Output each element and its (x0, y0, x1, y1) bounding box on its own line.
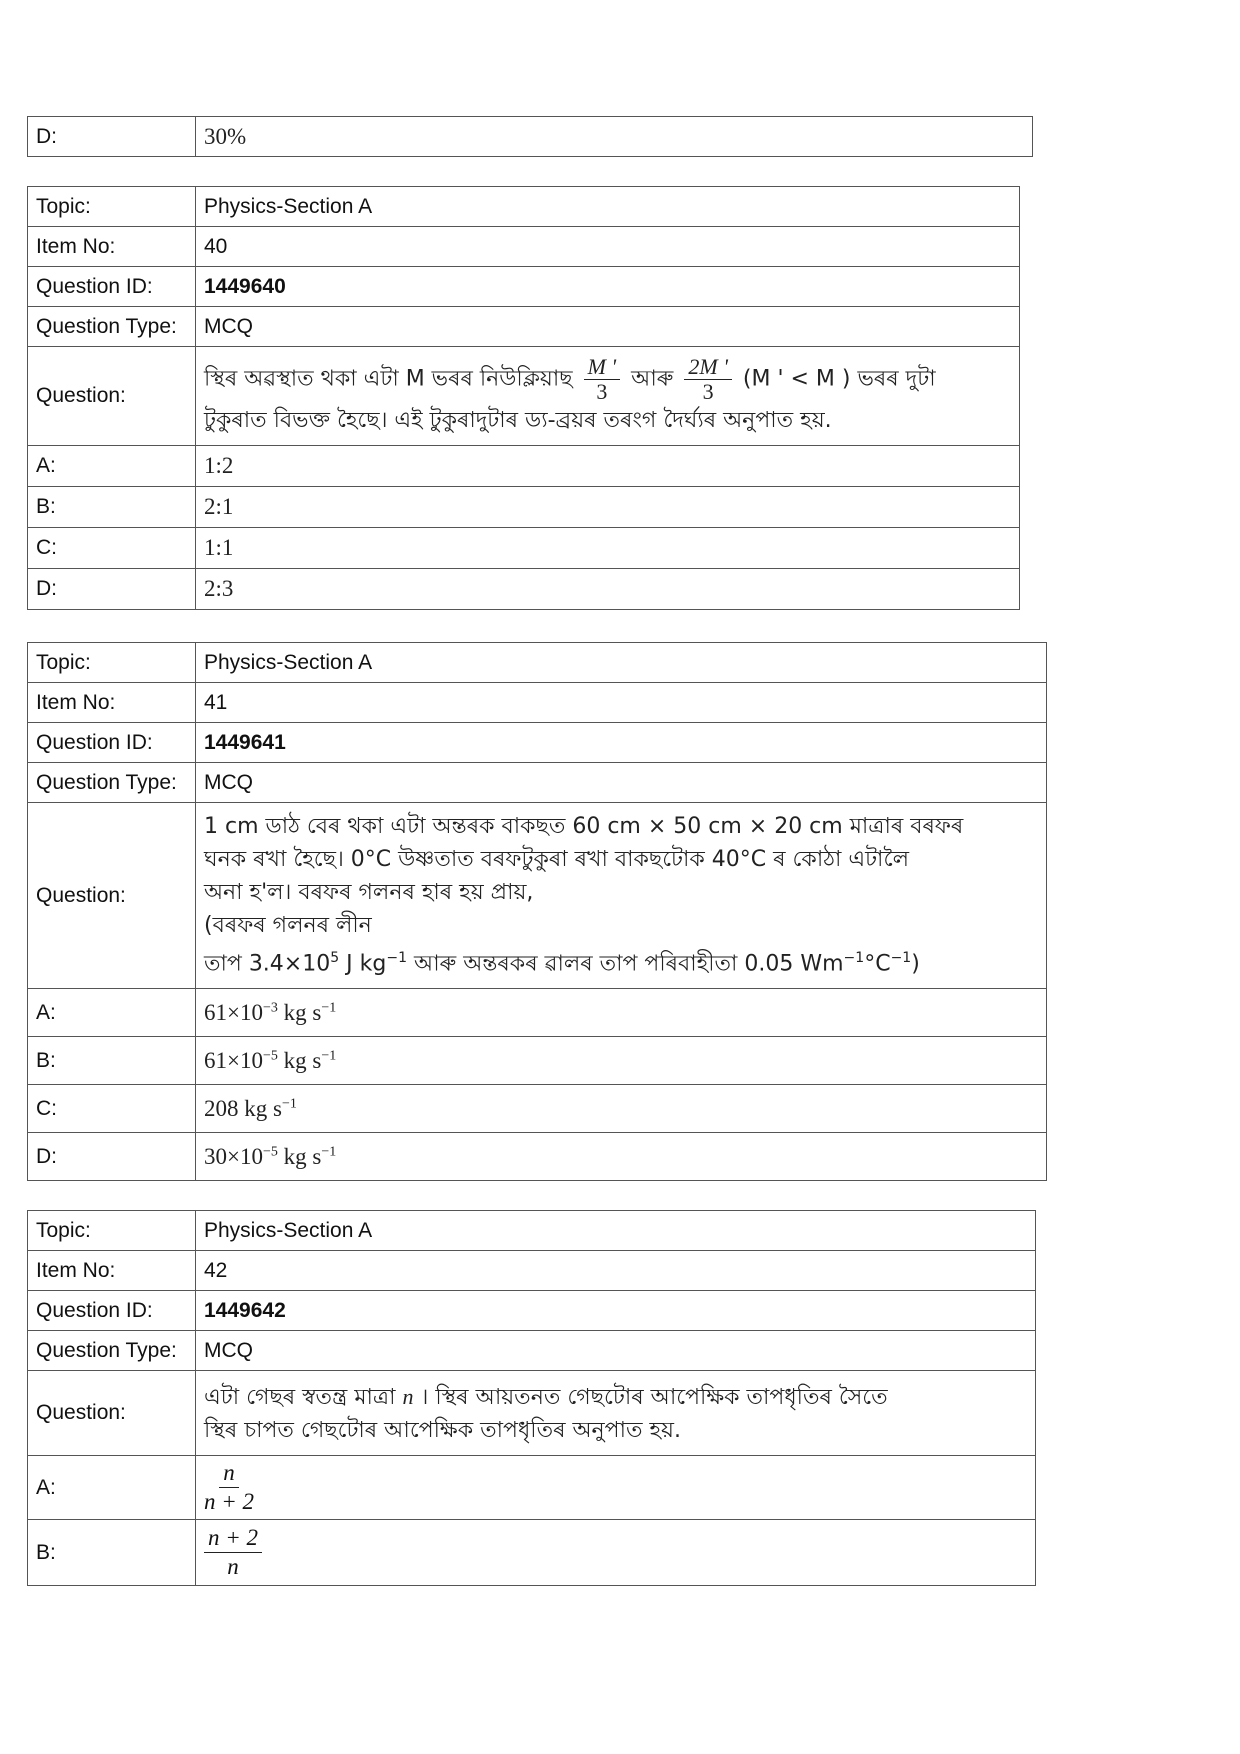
question-text-part: এটা গেছৰ স্বতন্ত্ৰ মাত্ৰা (204, 1384, 396, 1410)
question-text-part: (M ' < M ) ভৰৰ দুটা (742, 366, 936, 392)
question-text-line (204, 1380, 1027, 1414)
topic-value: Physics-Section A (196, 643, 1047, 683)
question-text-line: টুকুৰাত বিভক্ত হৈছে। এই টুকুৰাদুটাৰ ড্য-ব্ৰয়ৰ তৰংগ দৈৰ্ঘ্যৰ অনুপাত হয়. (204, 408, 832, 433)
question-label: Question: (28, 803, 196, 989)
option-label-a: A: (28, 989, 196, 1037)
variable-n: n (402, 1383, 414, 1409)
question-label: Question: (28, 1371, 196, 1456)
fraction-m-over-3 (584, 355, 621, 404)
option-value-c (196, 1085, 1047, 1133)
option-value-d: 2:3 (196, 569, 1020, 610)
prev-question-tail (27, 116, 1033, 157)
question-type-value: MCQ (196, 1331, 1036, 1371)
item-no-label: Item No: (28, 683, 196, 723)
question-id-value: 1449640 (196, 267, 1020, 307)
fraction-option-a (204, 1459, 254, 1516)
option-label-a: A: (28, 446, 196, 487)
item-no-value: 42 (196, 1251, 1036, 1291)
superscript: −1 (843, 950, 865, 967)
option-base: 30×10 (204, 1143, 263, 1169)
option-label-c: C: (28, 528, 196, 569)
question-type-label: Question Type: (28, 307, 196, 347)
option-base: 208 (204, 1095, 239, 1121)
option-value-a (196, 1456, 1036, 1520)
superscript: −1 (321, 1047, 337, 1063)
question-id-value: 1449641 (196, 723, 1047, 763)
superscript: −1 (321, 999, 337, 1015)
option-label-d: D: (28, 117, 196, 157)
question-text-part: স্থিৰ অৱস্থাত থকা এটা M ভৰৰ নিউক্লিয়াছ (204, 366, 573, 392)
superscript: −1 (321, 1143, 337, 1159)
question-text (196, 1371, 1036, 1456)
superscript: −3 (262, 999, 278, 1015)
question-text-part: । স্থিৰ আয়তনত গেছটোৰ আপেক্ষিক তাপধৃতিৰ সৈতে (420, 1384, 888, 1410)
question-type-label: Question Type: (28, 763, 196, 803)
superscript: −5 (262, 1047, 278, 1063)
question-table-41 (27, 642, 1047, 1181)
fraction-numerator: n + 2 (204, 1524, 262, 1553)
option-label-d: D: (28, 1133, 196, 1181)
question-type-label: Question Type: (28, 1331, 196, 1371)
question-text-line: অনা হ'ল। বৰফৰ গলনৰ হাৰ হয় প্ৰায়, (204, 880, 534, 906)
question-text-part: J kg (339, 951, 387, 977)
question-text-part: আৰু (631, 366, 674, 392)
option-label-d: D: (28, 569, 196, 610)
option-value-d (196, 1133, 1047, 1181)
fraction-numerator: n (219, 1459, 239, 1488)
question-text-part: আৰু অন্তৰকৰ ৱালৰ তাপ পৰিবাহীতা 0.05 Wm (406, 951, 844, 977)
fraction-denominator: 3 (596, 379, 608, 404)
fraction-denominator: n + 2 (204, 1489, 255, 1514)
fraction-numerator: 2M ' (684, 355, 732, 380)
option-label-b: B: (28, 1037, 196, 1085)
topic-value: Physics-Section A (196, 187, 1020, 227)
fraction-denominator: n (227, 1554, 239, 1579)
topic-label: Topic: (28, 187, 196, 227)
topic-label: Topic: (28, 1211, 196, 1251)
question-id-label: Question ID: (28, 723, 196, 763)
option-label-b: B: (28, 1520, 196, 1586)
fraction-denominator: 3 (702, 379, 714, 404)
option-label-b: B: (28, 487, 196, 528)
option-value-c: 1:1 (196, 528, 1020, 569)
option-value-a (196, 989, 1047, 1037)
question-type-value: MCQ (196, 307, 1020, 347)
question-text (196, 347, 1020, 446)
option-value-d: 30% (196, 117, 1033, 157)
option-unit: kg s (277, 999, 322, 1025)
item-no-label: Item No: (28, 227, 196, 267)
option-value-b (196, 1037, 1047, 1085)
superscript: −1 (386, 950, 407, 967)
option-unit: kg s (277, 1047, 322, 1073)
topic-value: Physics-Section A (196, 1211, 1036, 1251)
option-value-b: 2:1 (196, 487, 1020, 528)
question-table-40 (27, 186, 1020, 610)
question-text-line: 1 cm ডাঠ বেৰ থকা এটা অন্তৰক বাকছত 60 cm × 50 cm × 20 cm মাত্ৰাৰ বৰফৰ (204, 814, 964, 840)
fraction-numerator: M ' (584, 355, 621, 380)
fraction-2m-over-3 (684, 355, 732, 404)
question-id-label: Question ID: (28, 1291, 196, 1331)
item-no-value: 40 (196, 227, 1020, 267)
item-no-value: 41 (196, 683, 1047, 723)
question-label: Question: (28, 347, 196, 446)
question-id-label: Question ID: (28, 267, 196, 307)
fraction-option-b (204, 1524, 262, 1581)
superscript: 5 (330, 950, 340, 967)
question-text-part: ) (911, 951, 920, 977)
option-base: 61×10 (204, 1047, 263, 1073)
option-value-a: 1:2 (196, 446, 1020, 487)
superscript: −1 (281, 1095, 297, 1111)
question-table-42 (27, 1210, 1036, 1586)
question-text-line: (বৰফৰ গলনৰ লীন (204, 913, 372, 939)
superscript: −5 (262, 1143, 278, 1159)
question-text (196, 803, 1047, 989)
item-no-label: Item No: (28, 1251, 196, 1291)
question-type-value: MCQ (196, 763, 1047, 803)
superscript: −1 (890, 950, 912, 967)
option-unit: kg s (238, 1095, 282, 1121)
question-text-line (204, 942, 1038, 980)
question-id-value: 1449642 (196, 1291, 1036, 1331)
option-base: 61×10 (204, 999, 263, 1025)
question-text-part: তাপ 3.4×10 (204, 951, 331, 977)
option-unit: kg s (277, 1143, 322, 1169)
question-text-line: ঘনক ৰখা হৈছে। 0°C উষ্ণতাত বৰফটুকুৰা ৰখা বাকছটোক 40°C ৰ কোঠা এটালৈ (204, 847, 910, 873)
option-label-a: A: (28, 1456, 196, 1520)
question-text-part: °C (864, 951, 891, 977)
option-value-b (196, 1520, 1036, 1586)
question-text-line: স্থিৰ চাপত গেছটোৰ আপেক্ষিক তাপধৃতিৰ অনুপাত হয়. (204, 1417, 681, 1443)
topic-label: Topic: (28, 643, 196, 683)
option-label-c: C: (28, 1085, 196, 1133)
